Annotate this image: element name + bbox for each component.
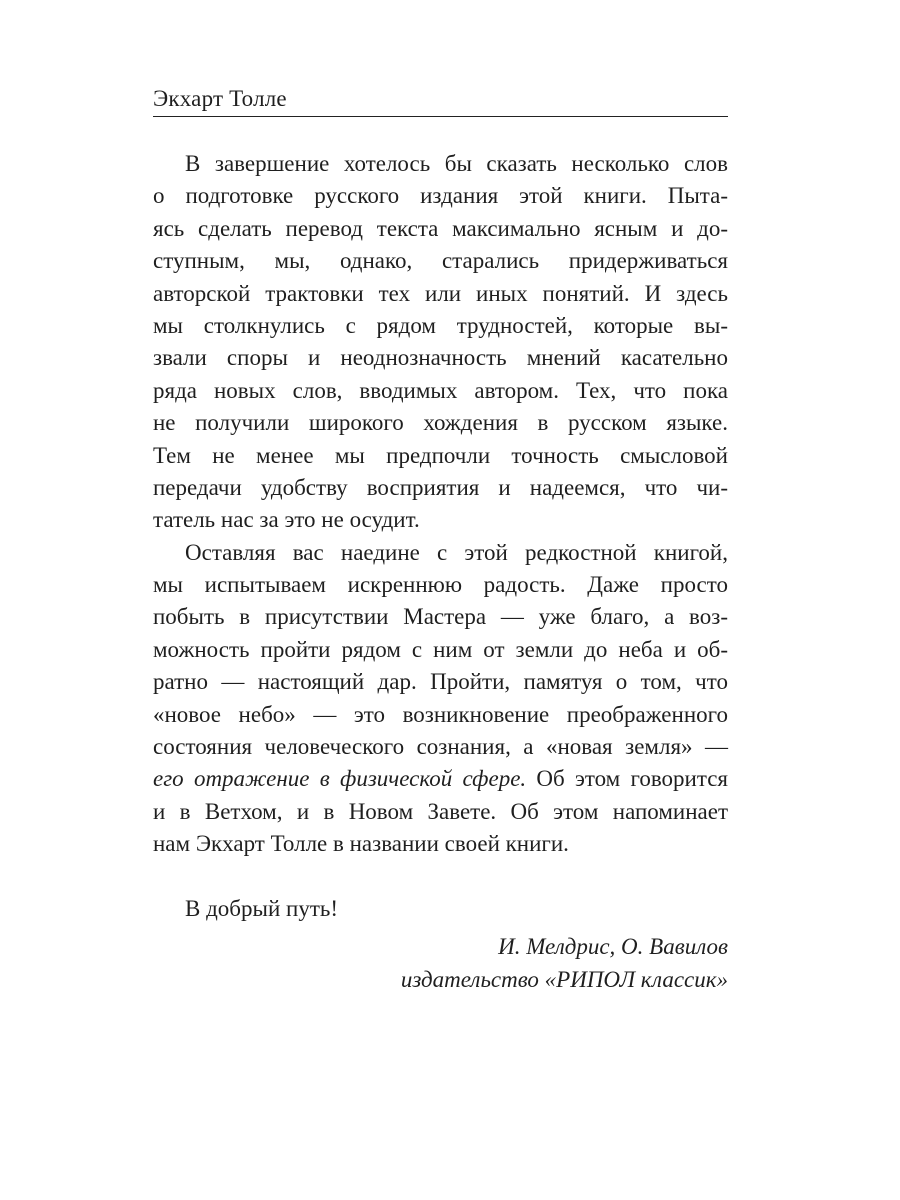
- text-line: побыть в присутствии Мастера — уже благо, а воз-: [153, 604, 728, 630]
- text-line: ряда новых слов, вводимых автором. Тех, что пока: [153, 377, 728, 403]
- text-line-italic: «новое небо» — это возникновение преображенного: [153, 701, 728, 727]
- text-line: ратно — настоящий дар. Пройти, памятуя о том, что: [153, 669, 728, 695]
- text-line: можность пройти рядом с ним от земли до неба и об-: [153, 636, 728, 662]
- paragraph-2: [153, 537, 728, 861]
- text-line: мы испытываем искреннюю радость. Даже просто: [153, 572, 728, 598]
- text-line: звали споры и неоднозначность мнений касательно: [153, 345, 728, 371]
- text-line: и в Ветхом, и в Новом Завете. Об этом напоминает: [153, 798, 728, 824]
- text-line: Оставляя вас наедине с этой редкостной книгой,: [185, 539, 728, 565]
- text-line: ясь сделать перевод текста максимально ясным и до-: [153, 215, 728, 241]
- signature-publisher: издательство «РИПОЛ классик»: [400, 966, 728, 992]
- paragraph-1: [153, 148, 728, 537]
- text-line: Тем не менее мы предпочли точность смысловой: [153, 442, 728, 468]
- body-text: [153, 148, 728, 996]
- text-line: не получили широкого хождения в русском языке.: [153, 410, 728, 436]
- regular-fragment: Об этом говорится: [526, 766, 728, 792]
- text-line: мы столкнулись с рядом трудностей, которые вы-: [153, 312, 728, 338]
- text-line-italic: состояния человеческого сознания, а «новая земля» —: [153, 734, 728, 760]
- text-line: татель нас за это не осудит.: [153, 507, 420, 533]
- text-line-mixed: [153, 763, 728, 795]
- text-line: о подготовке русского издания этой книги. Пыта-: [153, 183, 728, 209]
- italic-fragment: его отражение в физической сфере.: [153, 766, 527, 792]
- closing-wish: В добрый путь!: [185, 895, 339, 921]
- text-line: ступным, мы, однако, старались придерживаться: [153, 248, 728, 274]
- text-line: В завершение хотелось бы сказать несколько слов: [185, 151, 728, 176]
- running-header: [153, 84, 728, 117]
- text-line: нам Экхарт Толле в названии своей книги.: [153, 831, 569, 857]
- header-author: Экхарт Толле: [153, 86, 287, 111]
- signature-names: И. Мелдрис, О. Вавилов: [498, 934, 728, 960]
- spacer: [153, 861, 728, 893]
- text-line: передачи удобству восприятия и надеемся, что чи-: [153, 474, 728, 500]
- text-line: авторской трактовки тех или иных понятий. И здесь: [153, 280, 728, 306]
